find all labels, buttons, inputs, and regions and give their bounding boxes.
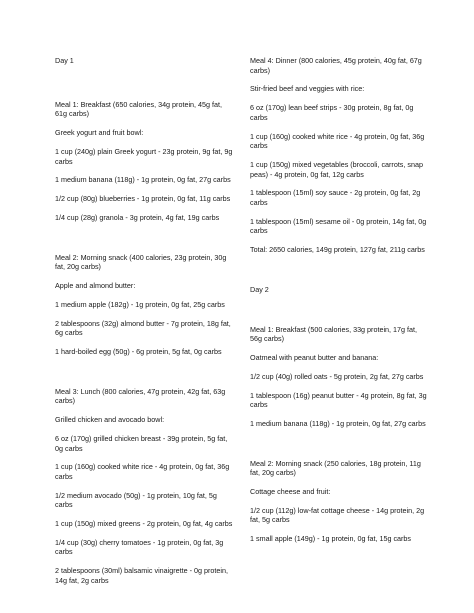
right-column-paragraph: Meal 2: Morning snack (250 calories, 18g protein, 11g fat, 20g carbs): [250, 458, 421, 478]
left-column-paragraph: 1/2 cup (80g) blueberries - 1g protein, 0g fat, 11g carbs: [55, 194, 231, 204]
left-column-paragraph: 1/4 cup (28g) granola - 3g protein, 4g fat, 19g carbs: [55, 212, 220, 222]
left-column-paragraph: 1 cup (240g) plain Greek yogurt - 23g protein, 9g fat, 9g carbs: [55, 146, 233, 166]
left-column-paragraph: 1 cup (160g) cooked white rice - 4g protein, 0g fat, 36g carbs: [55, 462, 230, 481]
section-spacer: [250, 304, 430, 325]
right-column-paragraph: Cottage cheese and fruit:: [250, 487, 331, 497]
left-column: [55, 56, 235, 595]
left-column-paragraph: Greek yogurt and fruit bowl:: [55, 128, 144, 138]
right-column-paragraph: Total: 2650 calories, 149g protein, 127g fat, 211g carbs: [250, 245, 425, 255]
left-column-paragraph: Day 1: [55, 56, 74, 65]
right-column-paragraph: 1 tablespoon (15ml) sesame oil - 0g protein, 14g fat, 0g carbs: [250, 216, 427, 236]
left-column-paragraph: Meal 1: Breakfast (650 calories, 34g protein, 45g fat, 61g carbs): [55, 99, 223, 119]
right-column-paragraph: Day 2: [250, 284, 269, 294]
left-column-paragraph: 2 tablespoons (32g) almond butter - 7g protein, 18g fat, 6g carbs: [55, 318, 231, 338]
right-column-paragraph: 1/2 cup (40g) rolled oats - 5g protein, 2g fat, 27g carbs: [250, 371, 424, 381]
right-column-paragraph: Meal 1: Breakfast (500 calories, 33g protein, 17g fat, 56g carbs): [250, 324, 418, 344]
right-column-paragraph: 1 tablespoon (16g) peanut butter - 4g protein, 8g fat, 3g carbs: [250, 390, 427, 410]
left-column-paragraph: 6 oz (170g) grilled chicken breast - 39g protein, 5g fat, 0g carbs: [55, 433, 228, 453]
right-column-paragraph: Oatmeal with peanut butter and banana:: [250, 352, 379, 362]
right-column-paragraph: Stir-fried beef and veggies with rice:: [250, 84, 365, 94]
left-column-paragraph: 1 medium banana (118g) - 1g protein, 0g fat, 27g carbs: [55, 175, 231, 185]
left-column-paragraph: Grilled chicken and avocado bowl:: [55, 415, 165, 425]
left-column-paragraph: Meal 2: Morning snack (400 calories, 23g protein, 30g fat, 20g carbs): [55, 252, 227, 272]
right-column-paragraph: 1 medium banana (118g) - 1g protein, 0g fat, 27g carbs: [250, 418, 426, 428]
section-spacer: [250, 438, 430, 459]
left-column-paragraph: Meal 3: Lunch (800 calories, 47g protein, 42g fat, 63g carbs): [55, 386, 226, 406]
section-spacer: [55, 366, 235, 387]
right-column-paragraph: 1/2 cup (112g) low-fat cottage cheese - 14g protein, 2g fat, 5g carbs: [250, 505, 425, 525]
section-spacer: [250, 264, 430, 285]
left-column-paragraph: 1 medium apple (182g) - 1g protein, 0g fat, 25g carbs: [55, 299, 225, 309]
left-column-paragraph: 1/4 cup (30g) cherry tomatoes - 1g protein, 0g fat, 3g carbs: [55, 537, 224, 557]
left-column-paragraph: 1 hard-boiled egg (50g) - 6g protein, 5g fat, 0g carbs: [55, 346, 222, 356]
left-column-paragraph: 2 tablespoons (30ml) balsamic vinaigrette - 0g protein, 14g fat, 2g carbs: [55, 566, 228, 585]
right-column: [250, 56, 430, 553]
right-column-paragraph: 1 cup (160g) cooked white rice - 4g protein, 0g fat, 36g carbs: [250, 131, 425, 151]
right-column-paragraph: 1 small apple (149g) - 1g protein, 0g fat, 15g carbs: [250, 534, 412, 544]
left-column-paragraph: 1/2 medium avocado (50g) - 1g protein, 10g fat, 5g carbs: [55, 490, 217, 510]
left-column-paragraph: 1 cup (150g) mixed greens - 2g protein, 0g fat, 4g carbs: [55, 519, 233, 529]
right-column-paragraph: 6 oz (170g) lean beef strips - 30g protein, 8g fat, 0g carbs: [250, 103, 414, 122]
right-column-paragraph: 1 tablespoon (15ml) soy sauce - 2g protein, 0g fat, 2g carbs: [250, 188, 421, 207]
section-spacer: [55, 75, 235, 100]
right-column-paragraph: 1 cup (150g) mixed vegetables (broccoli, carrots, snap peas) - 4g protein, 0g fat, 12g carbs: [250, 159, 423, 179]
section-spacer: [55, 232, 235, 253]
right-column-paragraph: Meal 4: Dinner (800 calories, 45g protein, 40g fat, 67g carbs): [250, 56, 422, 75]
left-column-paragraph: Apple and almond butter:: [55, 281, 136, 291]
